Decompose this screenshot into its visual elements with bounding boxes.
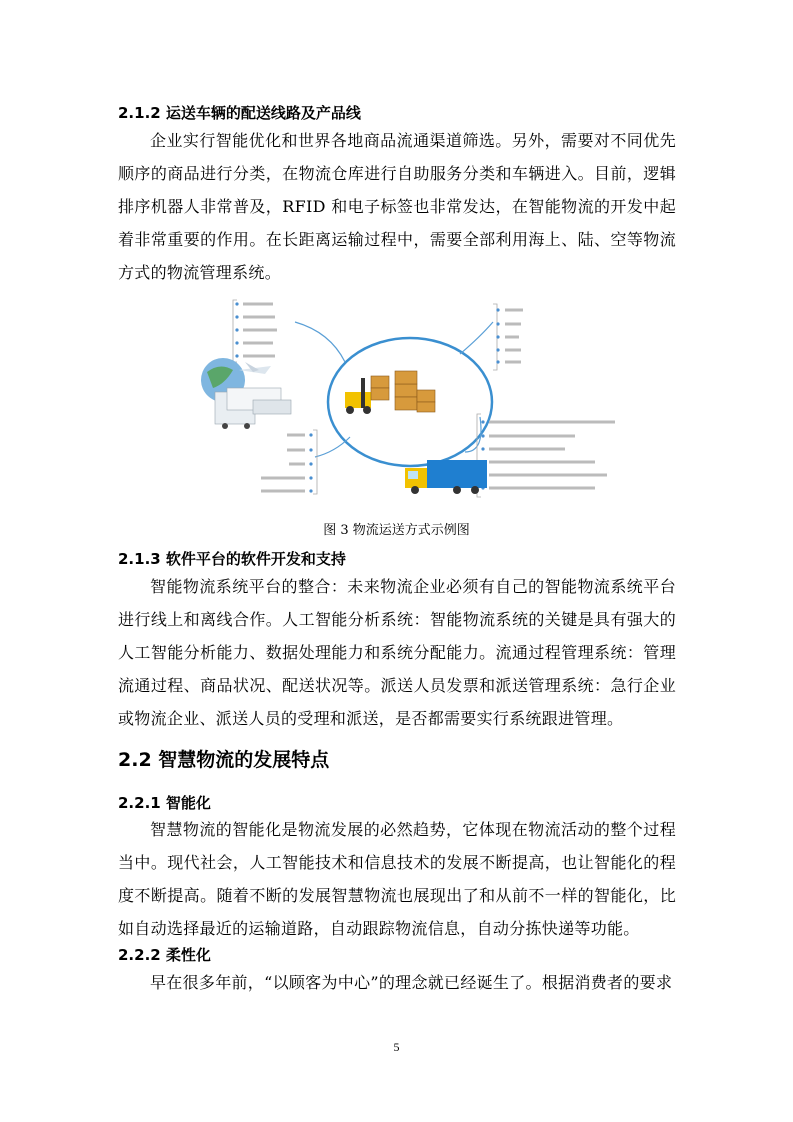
paragraph-2-1-2: 企业实行智能优化和世界各地商品流通渠道筛选。另外，需要对不同优先顺序的商品进行分类，在物流仓库进行自助服务分类和车辆进入。目前，逻辑排序机器人非常普及，RFID 和电子标签也非常发达，在智能物流的开发中起着非常重要的作用。在长距离运输过程中，需要全部利用海上、陆、空等物流方式的物流管理系统。 xyxy=(118,131,676,282)
paragraph-2-1-3: 智能物流系统平台的整合：未来物流企业必须有自己的智能物流系统平台进行线上和离线合作。人工智能分析系统：智能物流系统的关键是具有强大的人工智能分析能力、数据处理能力和系统分配能力。流通过程管理系统：管理流通过程、商品状况、配送状况等。派送人员发票和派送管理系统：急行企业或物流企业、派送人员的受理和派送，是否都需要实行系统跟进管理。 xyxy=(118,577,676,728)
paragraph-2-2-2: 早在很多年前，“以顾客为中心”的理念就已经诞生了。根据消费者的要求 xyxy=(150,973,673,992)
page-number: 5 xyxy=(393,1040,400,1054)
transport-diagram-illustration xyxy=(195,292,625,502)
paragraph-2-2-1: 智慧物流的智能化是物流发展的必然趋势，它体现在物流活动的整个过程当中。现代社会，人工智能技术和信息技术的发展不断提高，也让智能化的程度不断提高。随着不断的发展智慧物流也展现出了和从前不一样的智能化，比如自动选择最近的运输道路，自动跟踪物流信息，自动分拣快递等功能。 xyxy=(118,820,676,938)
section-heading-2-2-2: 2.2.2 柔性化 xyxy=(118,946,211,964)
section-heading-2-1-3: 2.1.3 软件平台的软件开发和支持 xyxy=(118,550,346,568)
figure-caption: 图 3 物流运送方式示例图 xyxy=(323,523,470,538)
logistics-transport-figure xyxy=(195,292,625,502)
section-heading-2-2: 2.2 智慧物流的发展特点 xyxy=(118,749,330,771)
section-heading-2-1-2: 2.1.2 运送车辆的配送线路及产品线 xyxy=(118,104,361,122)
section-heading-2-2-1: 2.2.1 智能化 xyxy=(118,794,211,812)
